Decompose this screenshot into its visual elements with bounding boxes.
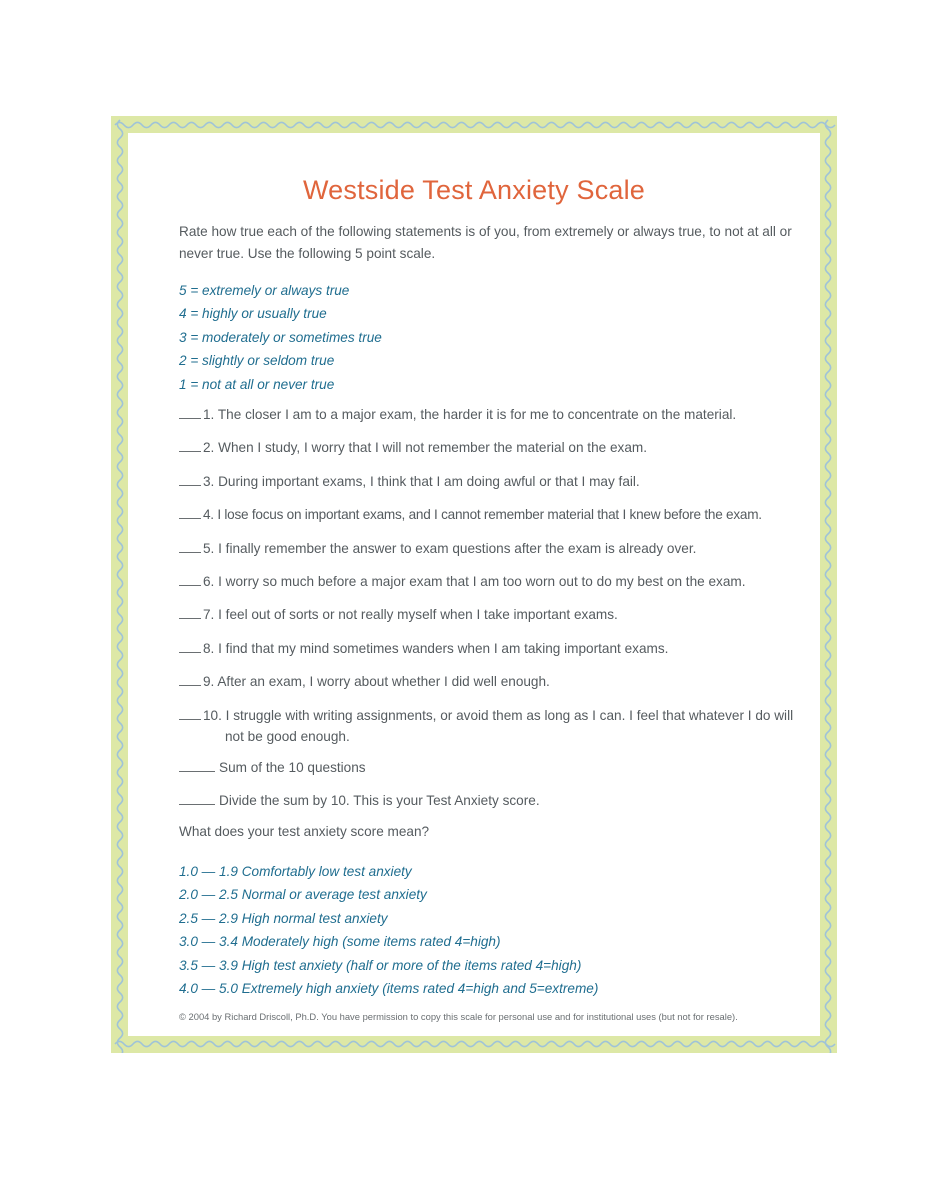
rating-scale — [179, 279, 382, 396]
answer-blank[interactable] — [179, 640, 201, 653]
question-item — [179, 437, 799, 459]
answer-blank[interactable] — [179, 406, 201, 419]
answer-blank[interactable] — [179, 540, 201, 553]
answer-blank[interactable] — [179, 473, 201, 486]
question-item — [179, 705, 799, 748]
question-item — [179, 604, 799, 626]
question-text: 5. I finally remember the answer to exam questions after the exam is already over. — [203, 540, 697, 556]
score-meaning-heading: What does your test anxiety score mean? — [179, 824, 430, 839]
sum-blank[interactable] — [179, 759, 215, 772]
scale-item: 1 = not at all or never true — [179, 376, 335, 392]
scale-item: 5 = extremely or always true — [179, 283, 350, 298]
answer-blank[interactable] — [179, 606, 201, 619]
score-interpretation-list — [179, 860, 598, 1000]
interpretation-item: 2.0 — 2.5 Normal or average test anxiety — [179, 887, 427, 903]
question-text: 4. I lose focus on important exams, and I cannot remember material that I knew before the exam. — [203, 507, 762, 523]
question-item — [179, 471, 799, 493]
worksheet-panel — [128, 133, 820, 1036]
interpretation-item: 3.0 — 3.4 Moderately high (some items rated 4=high) — [179, 934, 501, 950]
score-blank[interactable] — [179, 792, 215, 805]
question-text: 6. I worry so much before a major exam that I am too worn out to do my best on the exam. — [203, 573, 746, 589]
interpretation-item: 2.5 — 2.9 High normal test anxiety — [179, 910, 388, 926]
question-text: 10. I struggle with writing assignments, or avoid them as long as I can. I feel that whatever I do will not be good enough. — [203, 707, 794, 745]
decorative-border-frame — [111, 116, 837, 1053]
sum-label: Sum of the 10 questions — [219, 760, 366, 775]
score-line — [179, 790, 540, 812]
score-label: Divide the sum by 10. This is your Test Anxiety score. — [219, 793, 540, 808]
question-text: 1. The closer I am to a major exam, the harder it is for me to concentrate on the material. — [203, 407, 737, 422]
scale-item: 3 = moderately or sometimes true — [179, 329, 382, 345]
question-text: 2. When I study, I worry that I will not remember the material on the exam. — [203, 440, 647, 456]
question-item — [179, 571, 799, 593]
scale-item: 4 = highly or usually true — [179, 306, 327, 322]
question-text: 8. I find that my mind sometimes wanders when I am taking important exams. — [203, 640, 669, 656]
question-item — [179, 671, 799, 693]
question-item — [179, 504, 799, 526]
interpretation-item: 1.0 — 1.9 Comfortably low test anxiety — [179, 864, 412, 879]
copyright-notice: © 2004 by Richard Driscoll, Ph.D. You have permission to copy this scale for personal use and for institutional uses (but not for resale). — [179, 1011, 738, 1022]
sum-line — [179, 757, 366, 779]
answer-blank[interactable] — [179, 439, 201, 452]
question-list — [179, 404, 799, 759]
answer-blank[interactable] — [179, 707, 201, 720]
question-text: 7. I feel out of sorts or not really myself when I take important exams. — [203, 607, 618, 623]
answer-blank[interactable] — [179, 673, 201, 686]
interpretation-item: 4.0 — 5.0 Extremely high anxiety (items rated 4=high and 5=extreme) — [179, 980, 599, 996]
instructions: Rate how true each of the following statements is of you, from extremely or always true, to not at all or never true. Use the following 5 point scale. — [179, 224, 792, 261]
question-item — [179, 638, 799, 660]
question-item — [179, 404, 799, 426]
question-text: 3. During important exams, I think that I am doing awful or that I may fail. — [203, 473, 640, 489]
question-item — [179, 538, 799, 560]
question-text: 9. After an exam, I worry about whether I did well enough. — [203, 674, 550, 690]
answer-blank[interactable] — [179, 573, 201, 586]
scale-item: 2 = slightly or seldom true — [179, 353, 335, 369]
interpretation-item: 3.5 — 3.9 High test anxiety (half or more of the items rated 4=high) — [179, 957, 582, 973]
answer-blank[interactable] — [179, 506, 201, 519]
page-title: Westside Test Anxiety Scale — [302, 175, 646, 205]
